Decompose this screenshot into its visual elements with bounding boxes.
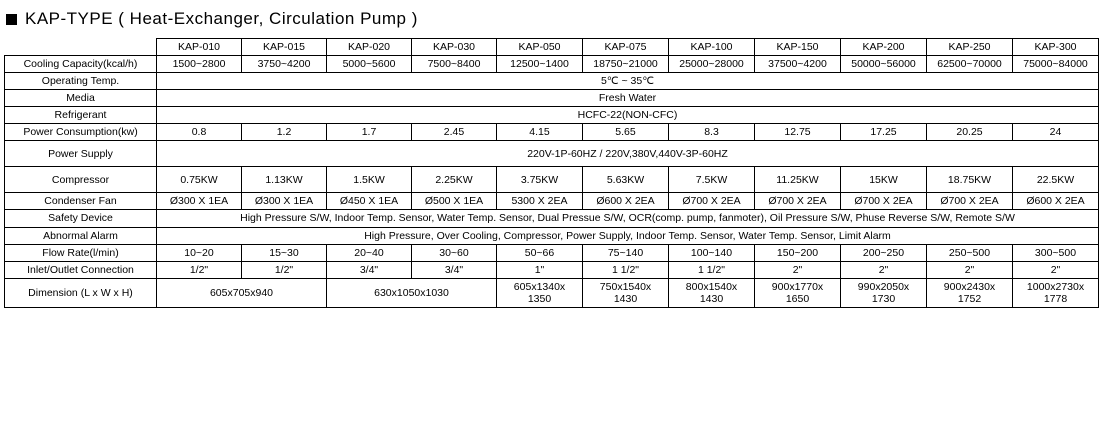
cell-flow-rate-2: 20~40	[327, 244, 412, 261]
model-header-kap-015: KAP-015	[242, 39, 327, 56]
cell-cooling-capacity-0: 1500~2800	[157, 56, 242, 73]
cell-compressor-7: 11.25KW	[755, 167, 841, 193]
cell-power-consumption-8: 17.25	[841, 124, 927, 141]
model-header-kap-150: KAP-150	[755, 39, 841, 56]
row-label-cooling-capacity: Cooling Capacity(kcal/h)	[5, 56, 157, 73]
model-header-kap-075: KAP-075	[583, 39, 669, 56]
cell-condenser-fan-2: Ø450 X 1EA	[327, 193, 412, 210]
model-header-kap-250: KAP-250	[927, 39, 1013, 56]
row-label-abnormal-alarm: Abnormal Alarm	[5, 227, 157, 244]
table-corner-cell	[5, 39, 157, 56]
row-label-power-supply: Power Supply	[5, 141, 157, 167]
row-label-inlet-outlet-connection: Inlet/Outlet Connection	[5, 261, 157, 278]
cell-dimension-group-7: 900x2430x 1752	[927, 278, 1013, 307]
cell-inlet-outlet-0: 1/2"	[157, 261, 242, 278]
model-header-kap-100: KAP-100	[669, 39, 755, 56]
cell-flow-rate-10: 300~500	[1013, 244, 1099, 261]
cell-power-consumption-5: 5.65	[583, 124, 669, 141]
cell-dimension-group-5: 900x1770x 1650	[755, 278, 841, 307]
cell-power-consumption-3: 2.45	[412, 124, 497, 141]
cell-power-consumption-4: 4.15	[497, 124, 583, 141]
cell-inlet-outlet-3: 3/4"	[412, 261, 497, 278]
cell-flow-rate-1: 15~30	[242, 244, 327, 261]
bullet-square-icon	[6, 14, 17, 25]
cell-condenser-fan-6: Ø700 X 2EA	[669, 193, 755, 210]
cell-flow-rate-9: 250~500	[927, 244, 1013, 261]
cell-power-consumption-7: 12.75	[755, 124, 841, 141]
cell-condenser-fan-1: Ø300 X 1EA	[242, 193, 327, 210]
cell-compressor-10: 22.5KW	[1013, 167, 1099, 193]
cell-compressor-9: 18.75KW	[927, 167, 1013, 193]
row-label-dimension: Dimension (L x W x H)	[5, 278, 157, 307]
cell-power-consumption-10: 24	[1013, 124, 1099, 141]
cell-flow-rate-5: 75~140	[583, 244, 669, 261]
row-label-safety-device: Safety Device	[5, 210, 157, 227]
table-row	[5, 90, 1099, 107]
cell-condenser-fan-4: 5300 X 2EA	[497, 193, 583, 210]
cell-power-supply: 220V-1P-60HZ / 220V,380V,440V-3P-60HZ	[157, 141, 1099, 167]
cell-inlet-outlet-7: 2"	[755, 261, 841, 278]
cell-dimension-group-3: 750x1540x 1430	[583, 278, 669, 307]
cell-media: Fresh Water	[157, 90, 1099, 107]
cell-cooling-capacity-2: 5000~5600	[327, 56, 412, 73]
row-label-compressor: Compressor	[5, 167, 157, 193]
cell-inlet-outlet-2: 3/4"	[327, 261, 412, 278]
cell-condenser-fan-8: Ø700 X 2EA	[841, 193, 927, 210]
cell-compressor-0: 0.75KW	[157, 167, 242, 193]
cell-compressor-6: 7.5KW	[669, 167, 755, 193]
cell-flow-rate-3: 30~60	[412, 244, 497, 261]
cell-dimension-group-4: 800x1540x 1430	[669, 278, 755, 307]
cell-cooling-capacity-1: 3750~4200	[242, 56, 327, 73]
table-header-row	[5, 39, 1099, 56]
table-row	[5, 141, 1099, 167]
cell-flow-rate-8: 200~250	[841, 244, 927, 261]
specification-table	[4, 38, 1099, 308]
cell-cooling-capacity-6: 25000~28000	[669, 56, 755, 73]
row-label-flow-rate: Flow Rate(l/min)	[5, 244, 157, 261]
cell-cooling-capacity-4: 12500~1400	[497, 56, 583, 73]
page-title-text: KAP-TYPE ( Heat-Exchanger, Circulation Pump )	[25, 9, 418, 28]
model-header-kap-200: KAP-200	[841, 39, 927, 56]
cell-power-consumption-0: 0.8	[157, 124, 242, 141]
table-row	[5, 278, 1099, 307]
cell-compressor-8: 15KW	[841, 167, 927, 193]
model-header-kap-300: KAP-300	[1013, 39, 1099, 56]
cell-flow-rate-4: 50~66	[497, 244, 583, 261]
cell-dimension-group-2: 605x1340x 1350	[497, 278, 583, 307]
cell-inlet-outlet-1: 1/2"	[242, 261, 327, 278]
cell-abnormal-alarm: High Pressure, Over Cooling, Compressor, Power Supply, Indoor Temp. Sensor, Water Temp. Sensor, Limit Alarm	[157, 227, 1099, 244]
cell-inlet-outlet-9: 2"	[927, 261, 1013, 278]
cell-condenser-fan-0: Ø300 X 1EA	[157, 193, 242, 210]
model-header-kap-030: KAP-030	[412, 39, 497, 56]
cell-cooling-capacity-8: 50000~56000	[841, 56, 927, 73]
cell-flow-rate-6: 100~140	[669, 244, 755, 261]
cell-safety-device: High Pressure S/W, Indoor Temp. Sensor, Water Temp. Sensor, Dual Pressue S/W, OCR(comp. pump, fanmoter), Oil Pressure S/W, Phuse Reverse S/W, Remote S/W	[157, 210, 1099, 227]
table-row	[5, 227, 1099, 244]
cell-dimension-group-6: 990x2050x 1730	[841, 278, 927, 307]
page-title	[0, 0, 1100, 38]
cell-inlet-outlet-8: 2"	[841, 261, 927, 278]
cell-compressor-5: 5.63KW	[583, 167, 669, 193]
cell-condenser-fan-7: Ø700 X 2EA	[755, 193, 841, 210]
cell-power-consumption-9: 20.25	[927, 124, 1013, 141]
cell-condenser-fan-5: Ø600 X 2EA	[583, 193, 669, 210]
cell-power-consumption-6: 8.3	[669, 124, 755, 141]
cell-flow-rate-7: 150~200	[755, 244, 841, 261]
table-row	[5, 244, 1099, 261]
model-header-kap-010: KAP-010	[157, 39, 242, 56]
cell-dimension-group-8: 1000x2730x 1778	[1013, 278, 1099, 307]
cell-inlet-outlet-10: 2"	[1013, 261, 1099, 278]
row-label-power-consumption: Power Consumption(kw)	[5, 124, 157, 141]
table-row	[5, 210, 1099, 227]
cell-dimension-group-0: 605x705x940	[157, 278, 327, 307]
row-label-refrigerant: Refrigerant	[5, 107, 157, 124]
row-label-condenser-fan: Condenser Fan	[5, 193, 157, 210]
cell-compressor-3: 2.25KW	[412, 167, 497, 193]
cell-cooling-capacity-10: 75000~84000	[1013, 56, 1099, 73]
table-row	[5, 73, 1099, 90]
model-header-kap-020: KAP-020	[327, 39, 412, 56]
table-row	[5, 167, 1099, 193]
cell-compressor-2: 1.5KW	[327, 167, 412, 193]
cell-inlet-outlet-6: 1 1/2"	[669, 261, 755, 278]
cell-refrigerant: HCFC-22(NON-CFC)	[157, 107, 1099, 124]
cell-condenser-fan-10: Ø600 X 2EA	[1013, 193, 1099, 210]
table-row	[5, 124, 1099, 141]
cell-power-consumption-1: 1.2	[242, 124, 327, 141]
table-row	[5, 56, 1099, 73]
table-row	[5, 193, 1099, 210]
cell-condenser-fan-9: Ø700 X 2EA	[927, 193, 1013, 210]
table-row	[5, 261, 1099, 278]
cell-cooling-capacity-5: 18750~21000	[583, 56, 669, 73]
table-row	[5, 107, 1099, 124]
cell-power-consumption-2: 1.7	[327, 124, 412, 141]
cell-dimension-group-1: 630x1050x1030	[327, 278, 497, 307]
cell-inlet-outlet-4: 1"	[497, 261, 583, 278]
cell-condenser-fan-3: Ø500 X 1EA	[412, 193, 497, 210]
cell-cooling-capacity-9: 62500~70000	[927, 56, 1013, 73]
cell-flow-rate-0: 10~20	[157, 244, 242, 261]
cell-compressor-1: 1.13KW	[242, 167, 327, 193]
cell-cooling-capacity-3: 7500~8400	[412, 56, 497, 73]
cell-inlet-outlet-5: 1 1/2"	[583, 261, 669, 278]
cell-cooling-capacity-7: 37500~4200	[755, 56, 841, 73]
row-label-media: Media	[5, 90, 157, 107]
model-header-kap-050: KAP-050	[497, 39, 583, 56]
row-label-operating-temp: Operating Temp.	[5, 73, 157, 90]
cell-operating-temp: 5℃ ~ 35℃	[157, 73, 1099, 90]
cell-compressor-4: 3.75KW	[497, 167, 583, 193]
